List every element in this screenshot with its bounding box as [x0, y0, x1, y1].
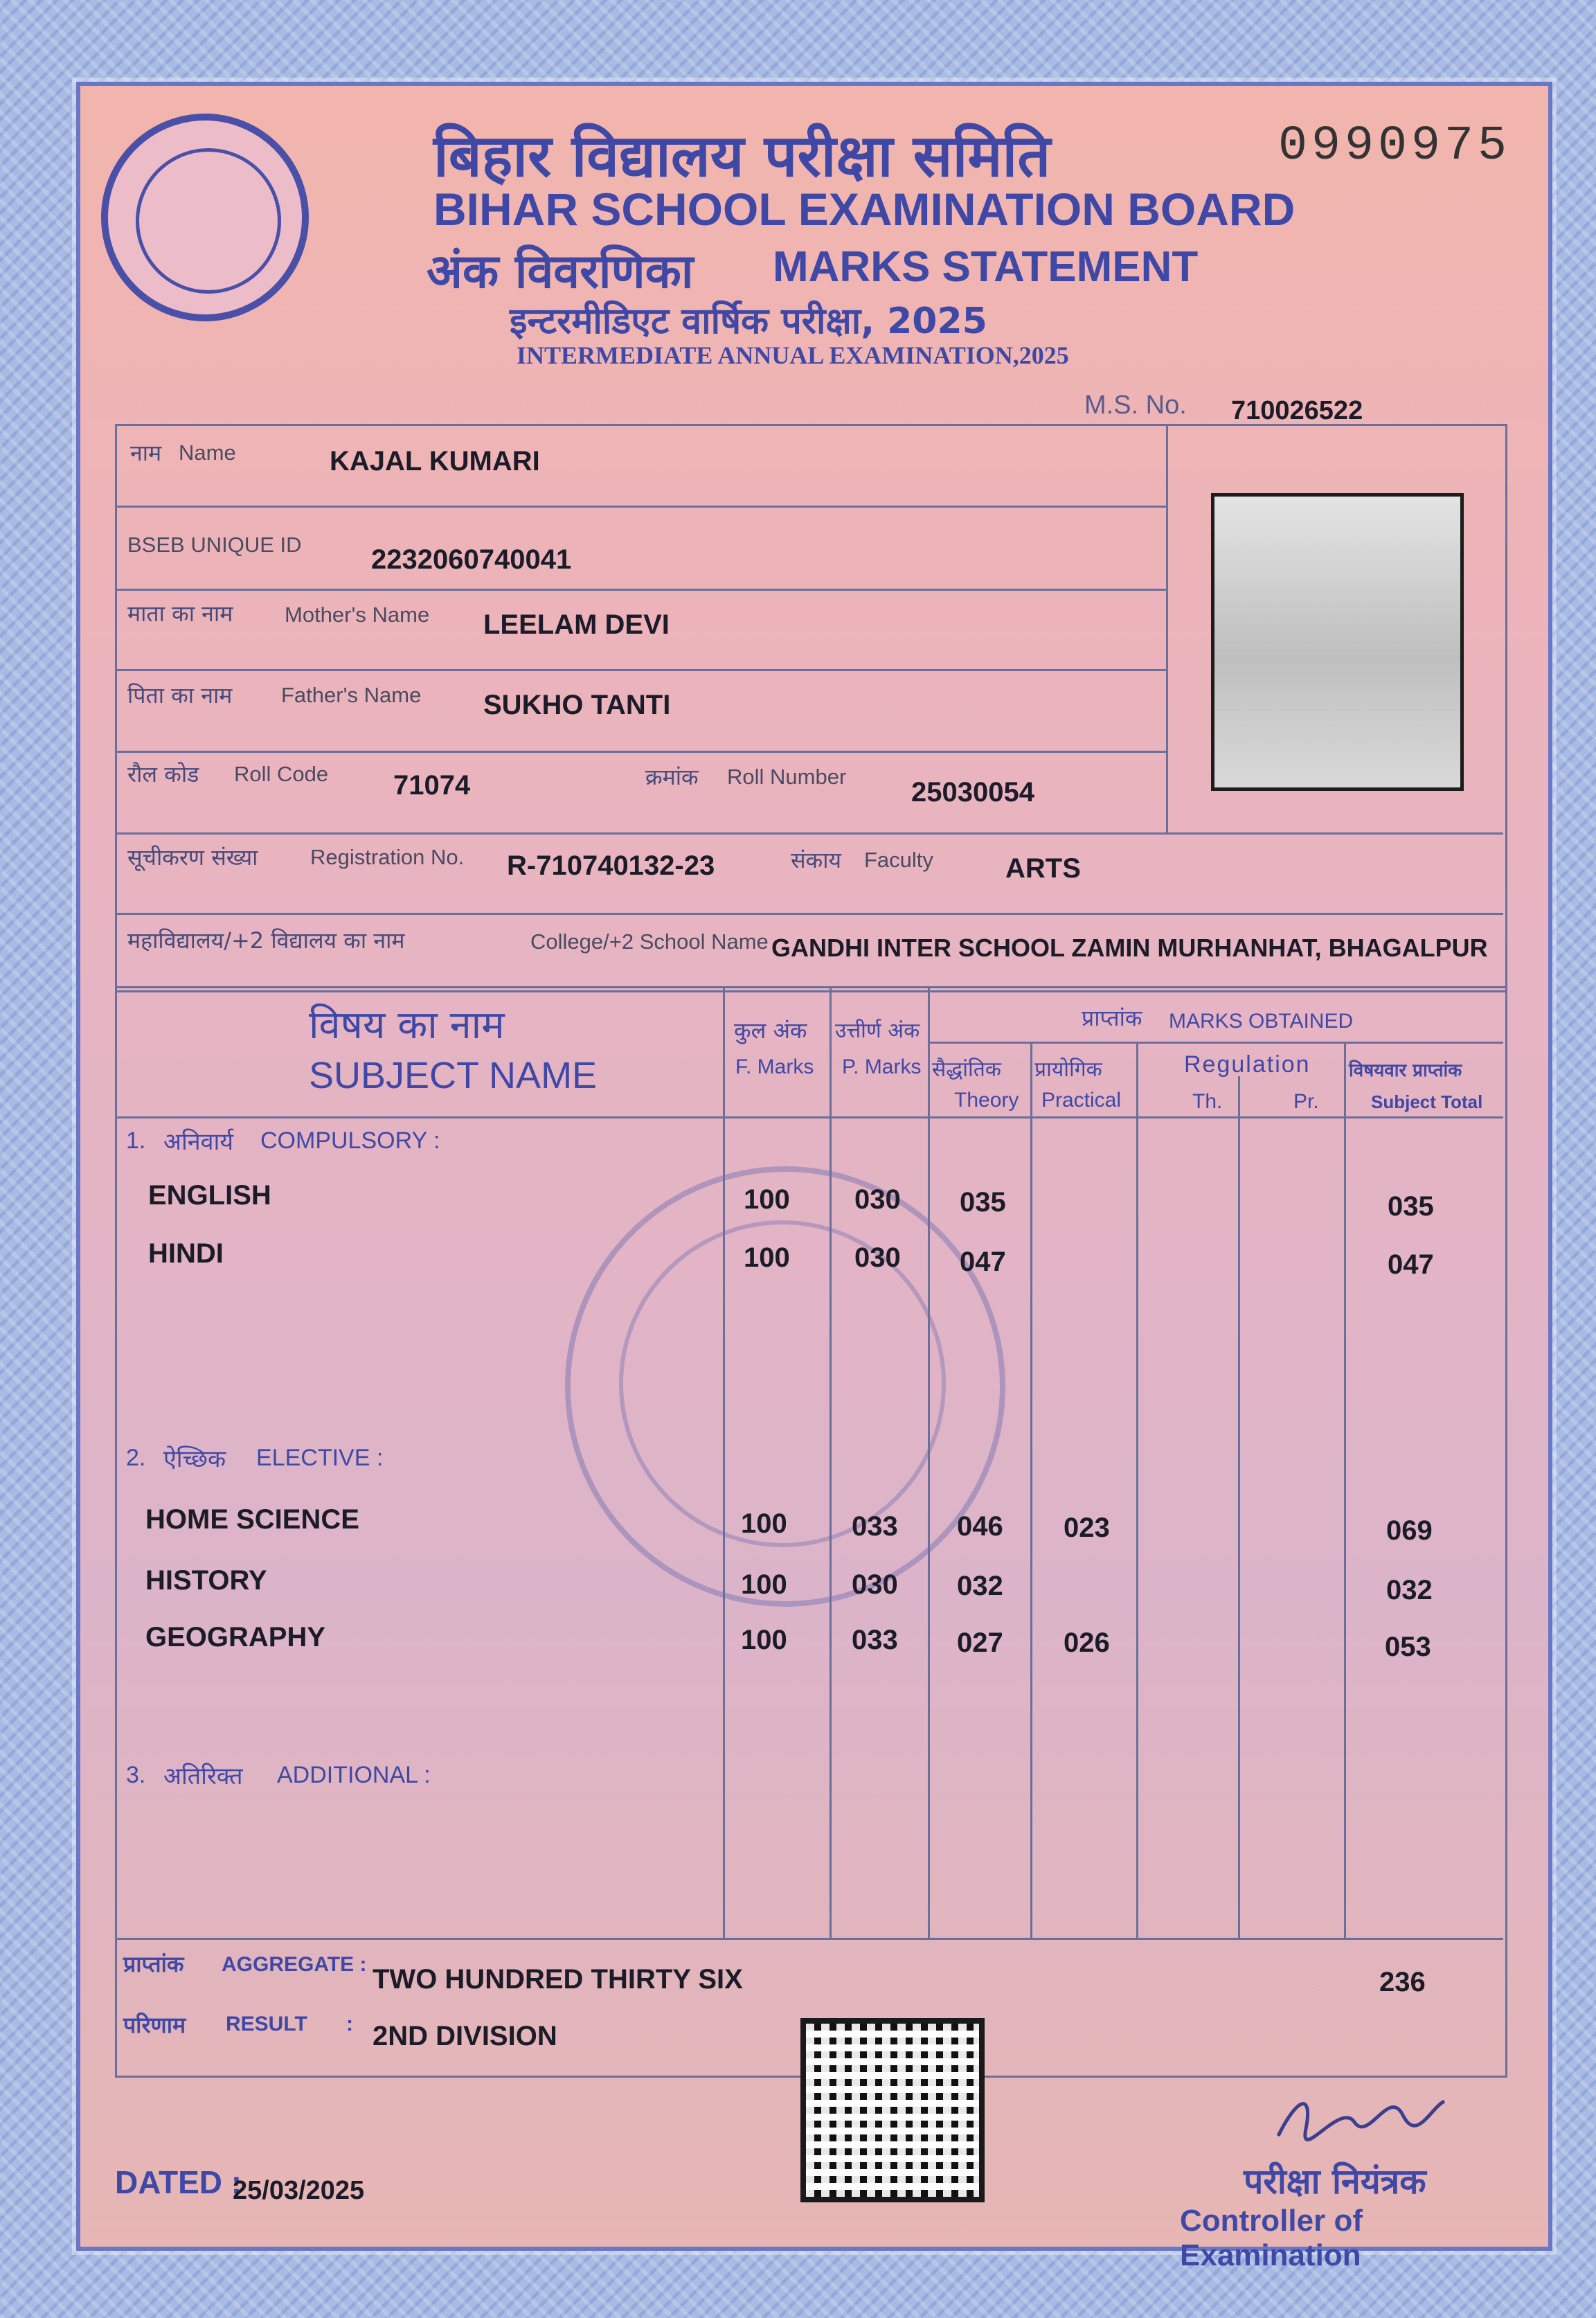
- pass-marks: 030: [854, 1184, 901, 1215]
- aggregate-words: TWO HUNDRED THIRTY SIX: [373, 1964, 743, 1995]
- subject-total: 069: [1386, 1515, 1433, 1546]
- faculty-label: Faculty: [864, 848, 933, 872]
- practical-marks: 023: [1064, 1513, 1110, 1543]
- subject-total: 032: [1386, 1575, 1433, 1605]
- registration-label: Registration No.: [310, 845, 465, 869]
- full-marks: 100: [741, 1569, 787, 1600]
- result-label-hindi: परिणाम: [123, 2012, 186, 2038]
- theory-header-hindi: सैद्धांतिक: [932, 1058, 1001, 1082]
- subject-total: 053: [1385, 1632, 1431, 1662]
- additional-number: 3.: [126, 1762, 146, 1788]
- practical-header-hindi: प्रायोगिक: [1034, 1058, 1102, 1082]
- result-value: 2ND DIVISION: [373, 2021, 557, 2051]
- mother-label: Mother's Name: [285, 603, 430, 627]
- row-divider: [115, 751, 1167, 753]
- regulation-header: Regulation: [1184, 1051, 1311, 1078]
- student-photo: [1211, 493, 1464, 791]
- regulation-pr-header: Pr.: [1293, 1090, 1319, 1113]
- row-divider: [115, 506, 1167, 508]
- unique-id-label: BSEB UNIQUE ID: [127, 533, 302, 557]
- subject-header-hindi: विषय का नाम: [309, 1003, 505, 1048]
- pass-marks-header-hindi: उत्तीर्ण अंक: [835, 1019, 920, 1043]
- aggregate-divider: [115, 1938, 1503, 1940]
- compulsory-label: COMPULSORY :: [260, 1127, 440, 1154]
- marks-statement-english: MARKS STATEMENT: [773, 243, 1199, 291]
- result-colon: :: [346, 2013, 353, 2035]
- subject-total-header: Subject Total: [1371, 1091, 1483, 1112]
- subject-name: GEOGRAPHY: [145, 1622, 326, 1652]
- mother-label-hindi: माता का नाम: [127, 600, 233, 627]
- regulation-th-header: Th.: [1192, 1090, 1223, 1113]
- subject-header: SUBJECT NAME: [309, 1055, 598, 1096]
- col-divider: [1136, 1042, 1138, 1938]
- board-seal-icon: [101, 114, 309, 321]
- compulsory-label-hindi: अनिवार्य: [163, 1128, 234, 1156]
- practical-header: Practical: [1041, 1089, 1122, 1112]
- ms-no-label: M.S. No.: [1084, 391, 1187, 420]
- roll-code-label-hindi: रौल कोड: [127, 761, 199, 787]
- marks-statement-hindi: अंक विवरणिका: [427, 244, 694, 299]
- elective-label-hindi: ऐच्छिक: [163, 1445, 226, 1473]
- col-divider: [928, 986, 930, 1938]
- roll-number-value: 25030054: [911, 777, 1034, 808]
- obtained-divider: [928, 1042, 1503, 1044]
- exam-title-hindi: इन्टरमीडिएट वार्षिक परीक्षा, 2025: [510, 301, 987, 342]
- row-divider: [115, 589, 1167, 591]
- elective-number: 2.: [126, 1445, 146, 1471]
- faculty-label-hindi: संकाय: [791, 847, 842, 873]
- serial-number: 0990975: [1278, 119, 1512, 174]
- row-divider: [115, 832, 1503, 835]
- father-label-hindi: पिता का नाम: [127, 682, 233, 708]
- theory-marks: 047: [960, 1247, 1006, 1277]
- pass-marks: 030: [852, 1569, 898, 1600]
- photo-divider: [1166, 424, 1168, 832]
- theory-marks: 046: [957, 1511, 1003, 1542]
- board-name-english: BIHAR SCHOOL EXAMINATION BOARD: [433, 184, 1295, 235]
- full-marks: 100: [744, 1184, 790, 1215]
- col-divider: [1344, 1042, 1346, 1938]
- col-divider: [723, 986, 725, 1938]
- full-marks: 100: [741, 1625, 787, 1655]
- faculty-value: ARTS: [1005, 853, 1081, 884]
- mother-name: LEELAM DEVI: [483, 609, 670, 640]
- name-label: Name: [179, 440, 236, 465]
- full-marks-header: F. Marks: [735, 1055, 814, 1078]
- pass-marks: 033: [852, 1511, 898, 1542]
- roll-code-label: Roll Code: [234, 762, 329, 786]
- name-label-hindi: नाम: [130, 440, 162, 466]
- father-label: Father's Name: [281, 683, 422, 707]
- signature-icon: [1271, 2080, 1451, 2157]
- aggregate-total: 236: [1379, 1967, 1426, 1997]
- col-divider: [1030, 1042, 1032, 1938]
- subject-name: ENGLISH: [148, 1180, 271, 1211]
- obtained-header-hindi: प्राप्तांक: [1082, 1005, 1142, 1031]
- result-label: RESULT: [226, 2013, 307, 2035]
- aggregate-label-hindi: प्राप्तांक: [123, 1951, 184, 1977]
- roll-number-label-hindi: क्रमांक: [645, 764, 699, 790]
- college-label: College/+2 School Name: [530, 929, 769, 954]
- additional-label: ADDITIONAL :: [277, 1762, 431, 1788]
- theory-marks: 032: [957, 1571, 1003, 1601]
- theory-marks: 027: [957, 1628, 1003, 1658]
- full-marks: 100: [741, 1508, 787, 1539]
- subject-name: HOME SCIENCE: [145, 1504, 359, 1535]
- pass-marks-header: P. Marks: [842, 1055, 922, 1078]
- practical-marks: 026: [1064, 1628, 1110, 1658]
- elective-label: ELECTIVE :: [256, 1445, 384, 1471]
- college-label-hindi: महाविद्यालय/+2 विद्यालय का नाम: [127, 927, 405, 954]
- subject-total: 035: [1388, 1191, 1434, 1222]
- aggregate-label: AGGREGATE :: [222, 1953, 367, 1976]
- theory-marks: 035: [960, 1187, 1006, 1218]
- college-value: GANDHI INTER SCHOOL ZAMIN MURHANHAT, BHAGALPUR: [771, 934, 1488, 962]
- obtained-header: MARKS OBTAINED: [1169, 1010, 1354, 1033]
- subject-total-header-hindi: विषयवार प्राप्तांक: [1349, 1060, 1462, 1081]
- qr-code-icon: [800, 2018, 985, 2202]
- col-divider: [1238, 1076, 1240, 1938]
- student-name: KAJAL KUMARI: [330, 446, 540, 476]
- controller-hindi: परीक्षा नियंत्रक: [1244, 2161, 1426, 2202]
- theory-header: Theory: [954, 1089, 1019, 1112]
- compulsory-number: 1.: [126, 1127, 146, 1154]
- row-divider: [115, 669, 1167, 671]
- registration-value: R-710740132-23: [507, 850, 715, 881]
- board-name-hindi: बिहार विद्यालय परीक्षा समिति: [433, 122, 1051, 190]
- date-value: 25/03/2025: [233, 2176, 365, 2205]
- marks-statement-sheet: [76, 82, 1552, 2272]
- controller-english: Controller of Examination: [1180, 2204, 1363, 2272]
- full-marks: 100: [744, 1242, 790, 1273]
- dated-label: DATED :: [115, 2164, 242, 2200]
- unique-id-value: 2232060740041: [371, 544, 572, 575]
- roll-number-label: Roll Number: [727, 765, 847, 789]
- full-marks-header-hindi: कुल अंक: [734, 1017, 807, 1044]
- registration-label-hindi: सूचीकरण संख्या: [127, 844, 258, 871]
- additional-label-hindi: अतिरिक्त: [163, 1763, 243, 1790]
- pass-marks: 033: [852, 1625, 898, 1655]
- row-divider: [115, 913, 1503, 915]
- father-name: SUKHO TANTI: [483, 690, 671, 720]
- subject-name: HINDI: [148, 1238, 224, 1269]
- pass-marks: 030: [854, 1242, 901, 1273]
- roll-code-value: 71074: [393, 770, 471, 801]
- table-header-divider: [115, 1116, 1503, 1118]
- subject-name: HISTORY: [145, 1565, 267, 1596]
- ms-no-value: 710026522: [1231, 396, 1363, 425]
- col-divider: [830, 986, 832, 1938]
- exam-title-english: INTERMEDIATE ANNUAL EXAMINATION,2025: [517, 341, 1069, 369]
- subject-total: 047: [1388, 1249, 1434, 1280]
